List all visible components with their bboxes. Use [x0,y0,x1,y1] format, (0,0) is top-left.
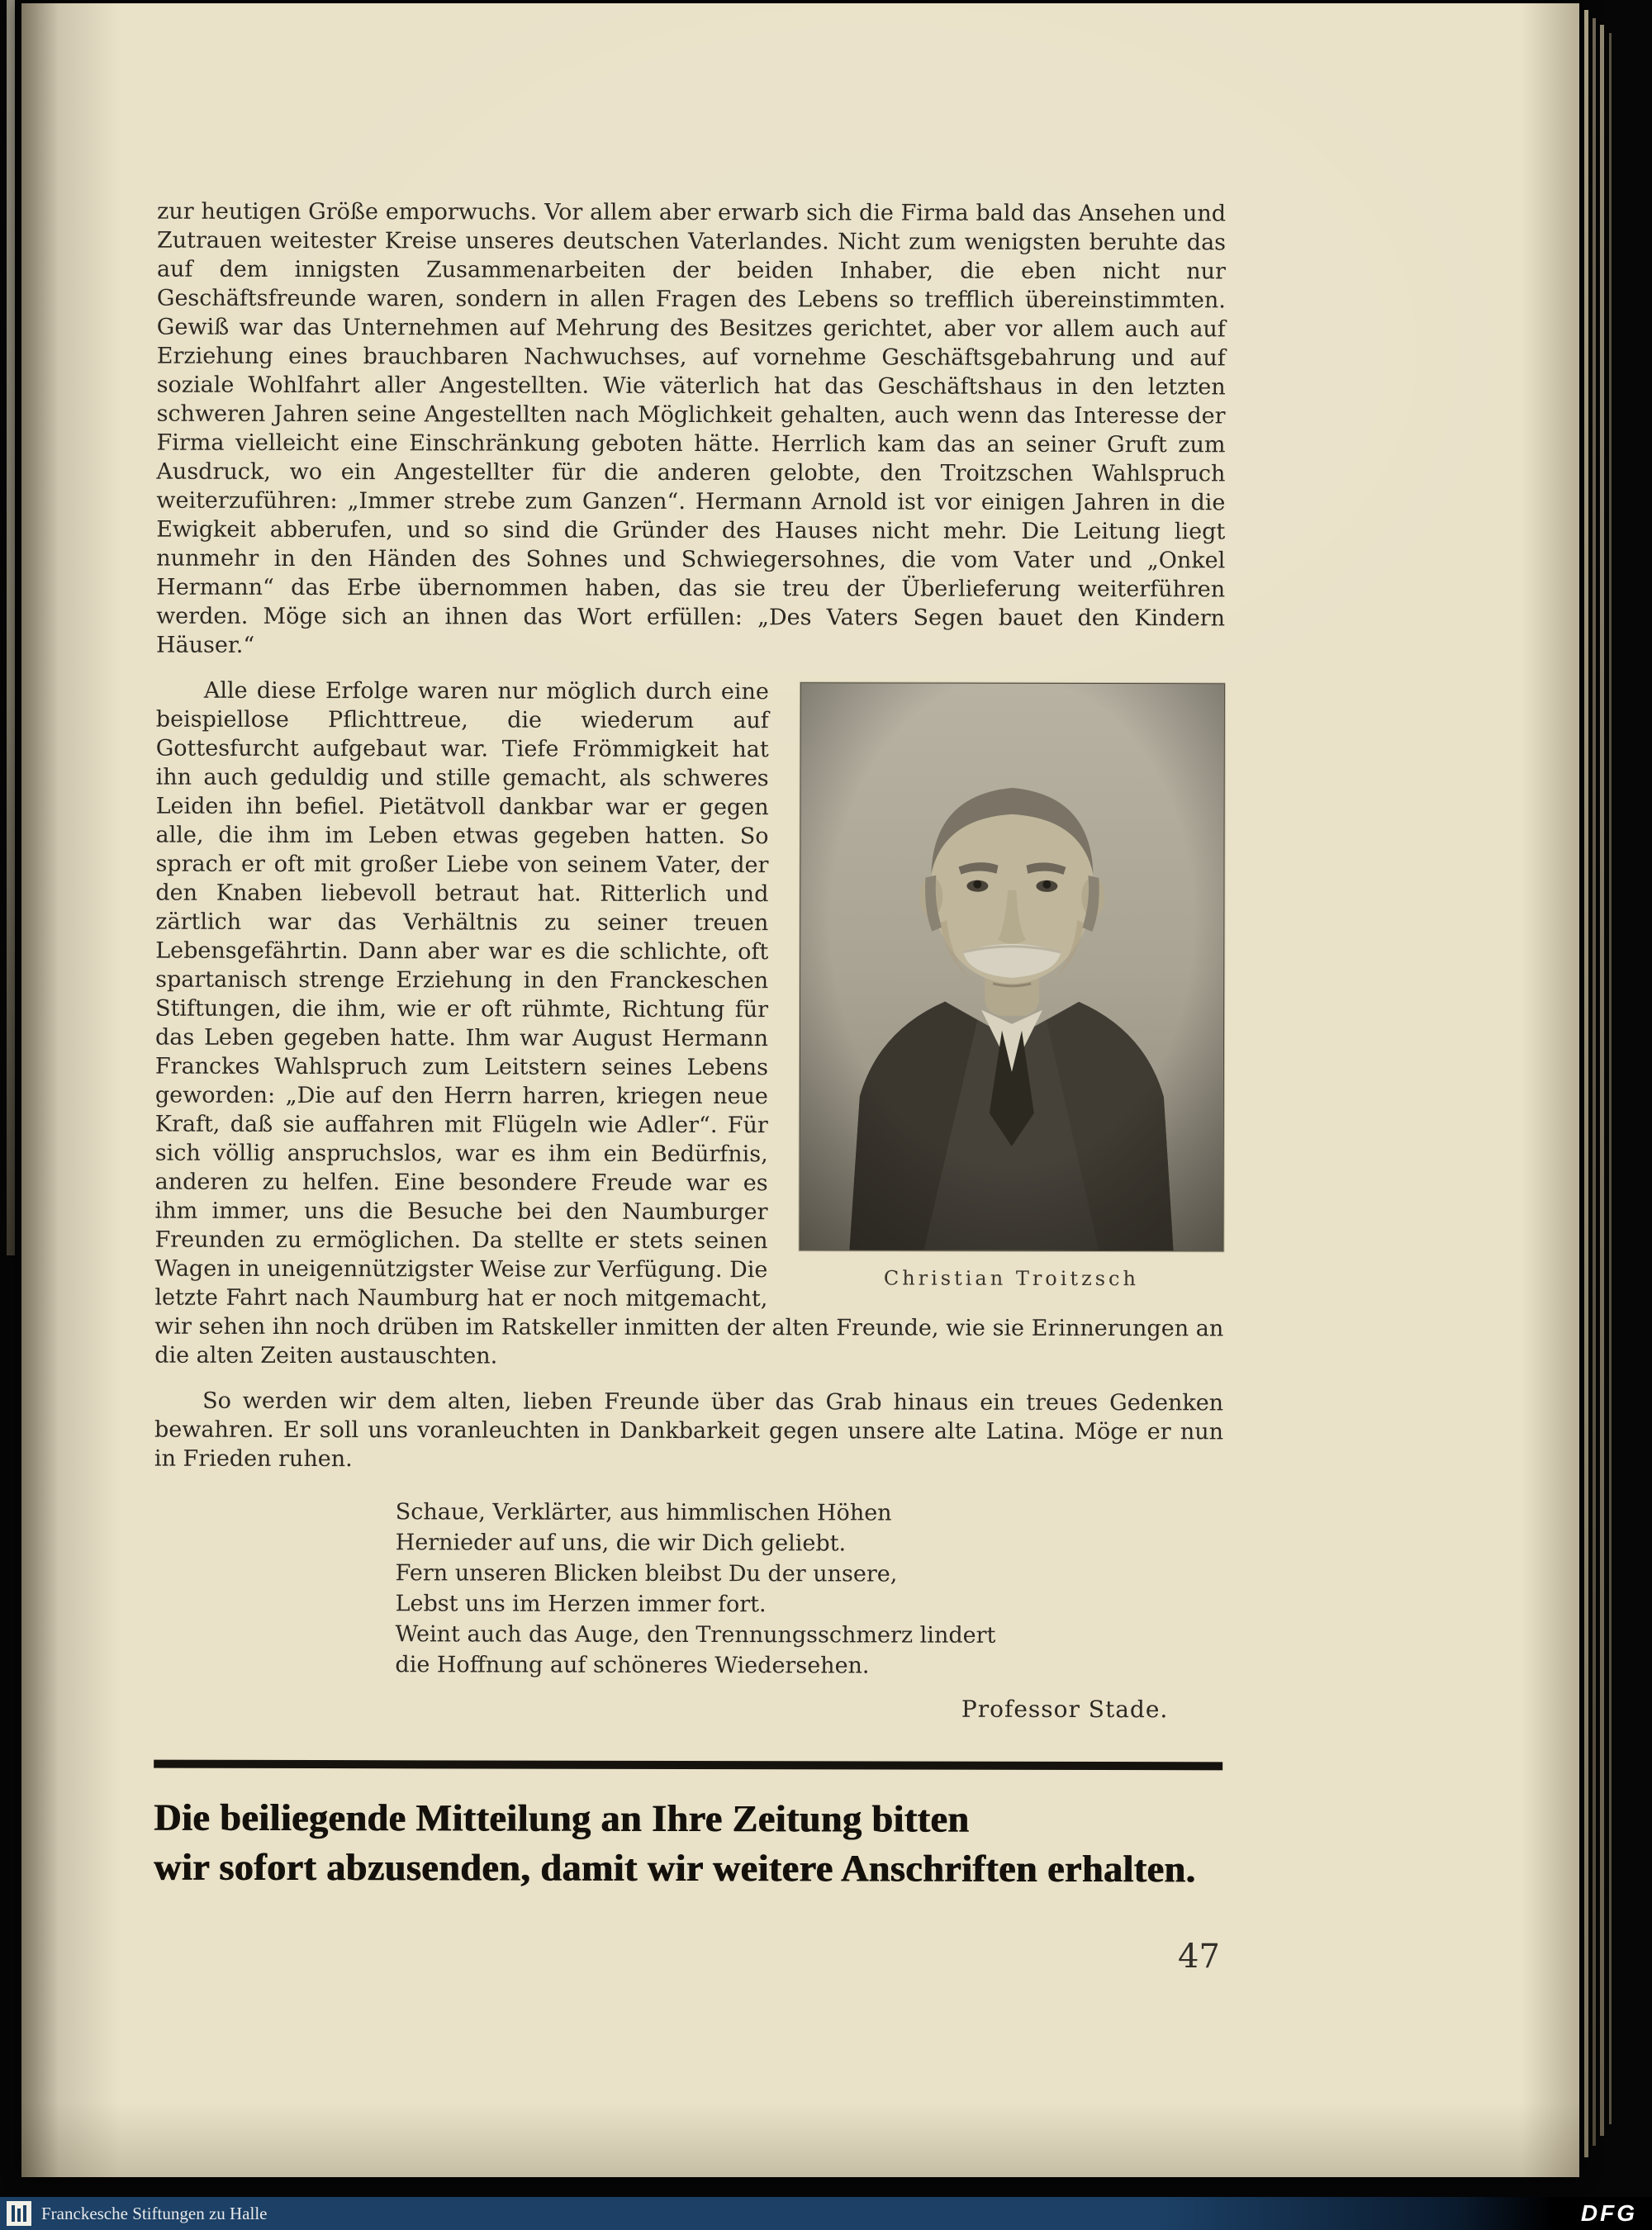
poem-line: Schaue, Verklärter, aus himmlischen Höhen [395,1499,892,1526]
left-page-edge [7,0,15,1255]
page-edge-stripe [1609,33,1612,2124]
digitization-footer-bar [0,2197,1652,2230]
poem-line: Hernieder auf uns, die wir Dich geliebt. [395,1530,847,1557]
publisher-notice [154,1760,1222,1895]
poem-line: Lebst uns im Herzen immer fort. [395,1591,767,1618]
page-number: 47 [1178,1938,1220,1976]
portrait-photo [800,683,1223,1250]
paragraph-gedenken: So werden wir dem alten, lieben Freunde über das Grab hinaus ein treues Gedenken bewahren. Er soll uns voranleuchten in Dankbarkeit gegen unsere alte Latina. Möge er nun in Frieden ruhen. [154,1388,1224,1473]
notice-text-line2: wir sofort abzusenden, damit wir weitere Anschriften erhalten. [153,1845,1196,1891]
page-stack-edges [1584,10,1634,2157]
portrait-caption: Christian Troitzsch [883,1266,1139,1291]
author-signature: Professor Stade. [961,1695,1169,1724]
paragraph-erfolge: Alle diese Erfolge waren nur möglich durch eine beispiellose Pflichttreue, die wiederum auf Gottesfurcht aufgebaut war. Tiefe Frömmigkeit hat ihn auch geduldig und stille gemacht, als schweres Leiden ihn befiel. Pietätvoll dankbar war er gegen alle, die ihm im Leben etwas gegeben hatten. So sprach er oft mit großer Liebe von seinem Vater, der den Knaben liebevoll betraut hat. Ritterlich und zärtlich war das Verhältnis zu seiner treuen Lebensgefährtin. Dann aber war es die schlichte, oft spartanisch strenge Erziehung in den Franckeschen Stiftungen, die ihm, wie er oft rühmte, Richtung für das Leben gegeben hatte. Ihm war August Hermann Franckes Wahlspruch zum Leitstern seines Lebens geworden: „Die auf den Herrn harren, kriegen neue Kraft, daß sie auffahren mit Flügeln wie Adler“. Für sich völlig anspruchslos, war es ihm ein Bedürfnis, anderen zu helfen. Eine besondere Freude war es ihm immer, uns die Besuche bei den Naumburger Freunden zu ermöglichen. Da stellte er stets seinen Wagen in uneigennützigster Weise zur Verfügung. Die letzte Fahrt nach Naumburg hat er noch mitgemacht, wir sehen ihn noch drüben im Ratskeller inmitten der alten Freunde, wie sie Erinnerungen an die alten Zeiten austauschten. [154,677,1224,1369]
page-edge-stripe [1593,18,1596,2146]
page-edge-stripe [1600,25,1604,2136]
page-edge-stripe [1584,10,1588,2157]
portrait-block [799,682,1225,1293]
paragraph-firma: zur heutigen Größe emporwuchs. Vor allem aber erwarb sich die Firma bald das Ansehen und Zutrauen weitester Kreise unseres deutschen Vaterlandes. Nicht zum wenigsten beruhte das auf dem innigsten Zusammenarbeiten der beiden Inhaber, die eben nicht nur Geschäftsfreunde waren, sondern in allen Fragen des Lebens so trefflich übereinstimmten. Gewiß war das Unternehmen auf Mehrung des Besitzes gerichtet, aber vor allem auch auf Erziehung eines brauchbaren Nachwuchses, auf vornehme Geschäftsgebahrung und auf soziale Wohlfahrt aller Angestellten. Wie väterlich hat das Geschäftshaus in den letzten schweren Jahren seine Angestellten nach Möglichkeit gehalten, auch wenn das Interesse der Firma vielleicht eine Einschränkung geboten hätte. Herrlich kam das an seiner Gruft zum Ausdruck, wo ein Angestellter für die anderen gelobte, den Troitzschen Wahlspruch weiterzuführen: „Immer strebe zum Ganzen“. Hermann Arnold ist vor einigen Jahren in die Ewigkeit abberufen, und so sind die Gründer des Hauses nicht mehr. Die Leitung liegt nunmehr in den Händen des Sohnes und Schwiegersohnes, die vom Vater und „Onkel Hermann“ das Erbe übernommen haben, das sie treu der Überlieferung weiterführen werden. Möge sich an ihnen das Wort erfüllen: „Des Vaters Segen bauet den Kindern Häuser.“ [155,198,1227,658]
poem-line: Weint auch das Auge, den Trennungsschmerz lindert [395,1621,996,1649]
page-text-block [154,197,1226,1895]
library-name-label: Franckesche Stiftungen zu Halle [41,2203,268,2223]
notice-text-line1: Die beiliegende Mitteilung an Ihre Zeitung bitten [153,1796,970,1840]
portrait-photo-frame [799,682,1224,1251]
scanned-page [21,3,1579,2177]
memorial-poem [395,1497,1222,1682]
poem-line: Fern unseren Blicken bleibst Du der unsere, [395,1560,898,1587]
dfg-logo: DFG [1580,2200,1637,2226]
notice-separator [154,1760,1222,1771]
poem-line: die Hoffnung auf schöneres Wiedersehen. [395,1652,870,1679]
francke-foundation-logo-icon [7,2201,31,2226]
